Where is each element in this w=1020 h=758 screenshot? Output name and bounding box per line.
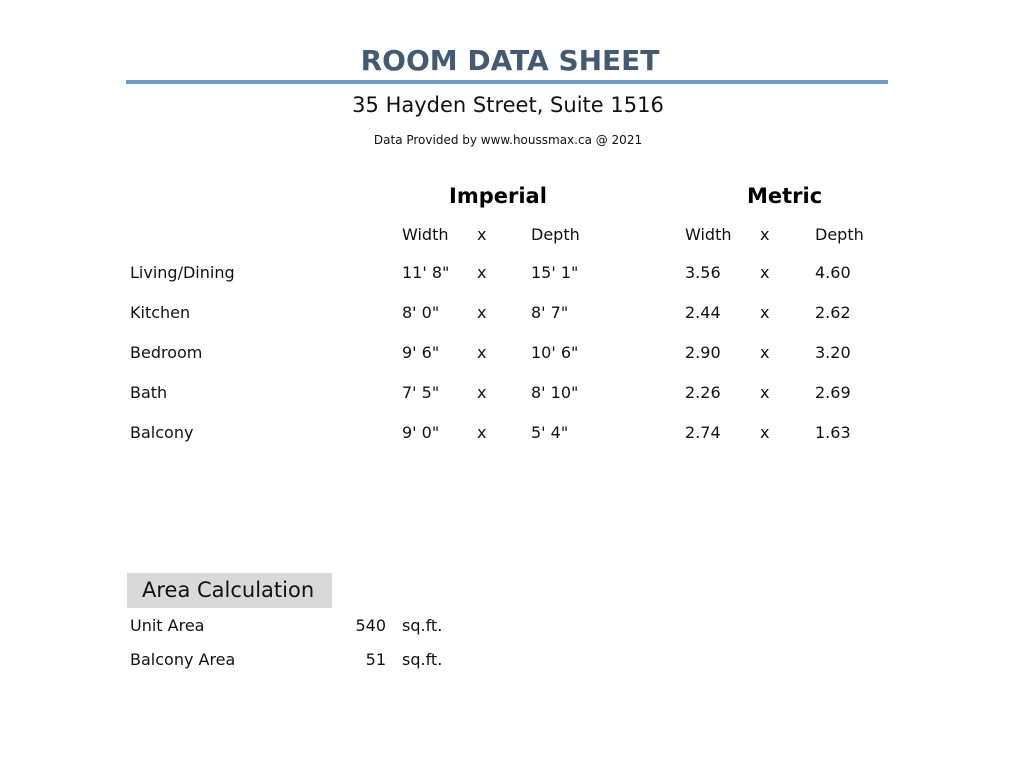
title-divider (126, 80, 888, 84)
imperial-width: 11' 8" (402, 263, 450, 282)
imperial-x-header: x (477, 225, 487, 244)
metric-depth: 2.62 (815, 303, 851, 322)
room-name: Balcony (130, 423, 194, 442)
metric-times: x (760, 263, 770, 282)
imperial-heading: Imperial (449, 184, 547, 208)
metric-times: x (760, 383, 770, 402)
room-name: Kitchen (130, 303, 191, 322)
page-title: ROOM DATA SHEET (360, 44, 660, 77)
metric-x-header: x (760, 225, 770, 244)
imperial-depth: 8' 7" (531, 303, 569, 322)
imperial-depth: 15' 1" (531, 263, 579, 282)
room-name: Bedroom (130, 343, 203, 362)
imperial-width: 7' 5" (402, 383, 440, 402)
imperial-depth: 5' 4" (531, 423, 569, 442)
area-value: 51 (365, 650, 386, 669)
area-value: 540 (355, 616, 386, 635)
metric-width: 2.90 (685, 343, 721, 362)
area-label: Unit Area (130, 616, 205, 635)
metric-width: 3.56 (685, 263, 721, 282)
imperial-width: 9' 0" (402, 423, 440, 442)
metric-depth: 2.69 (815, 383, 851, 402)
area-label: Balcony Area (130, 650, 236, 669)
metric-depth: 1.63 (815, 423, 851, 442)
imperial-times: x (477, 343, 487, 362)
address: 35 Hayden Street, Suite 1516 (352, 93, 664, 117)
data-provider-note: Data Provided by www.houssmax.ca @ 2021 (373, 133, 643, 147)
room-name: Living/Dining (130, 263, 235, 282)
metric-width: 2.44 (685, 303, 721, 322)
metric-times: x (760, 303, 770, 322)
imperial-times: x (477, 303, 487, 322)
metric-depth: 3.20 (815, 343, 851, 362)
imperial-times: x (477, 263, 487, 282)
imperial-depth: 10' 6" (531, 343, 579, 362)
metric-depth-header: Depth (815, 225, 864, 244)
imperial-times: x (477, 423, 487, 442)
imperial-width: 9' 6" (402, 343, 440, 362)
metric-heading: Metric (747, 184, 823, 208)
imperial-depth: 8' 10" (531, 383, 579, 402)
metric-depth: 4.60 (815, 263, 851, 282)
metric-times: x (760, 423, 770, 442)
room-name: Bath (130, 383, 168, 402)
area-unit: sq.ft. (402, 650, 443, 669)
metric-width: 2.74 (685, 423, 721, 442)
metric-times: x (760, 343, 770, 362)
imperial-times: x (477, 383, 487, 402)
imperial-depth-header: Depth (531, 225, 580, 244)
metric-width-header: Width (685, 225, 732, 244)
area-calculation-header (127, 573, 332, 608)
area-unit: sq.ft. (402, 616, 443, 635)
imperial-width-header: Width (402, 225, 449, 244)
imperial-width: 8' 0" (402, 303, 440, 322)
area-calculation-title: Area Calculation (142, 578, 315, 602)
metric-width: 2.26 (685, 383, 721, 402)
